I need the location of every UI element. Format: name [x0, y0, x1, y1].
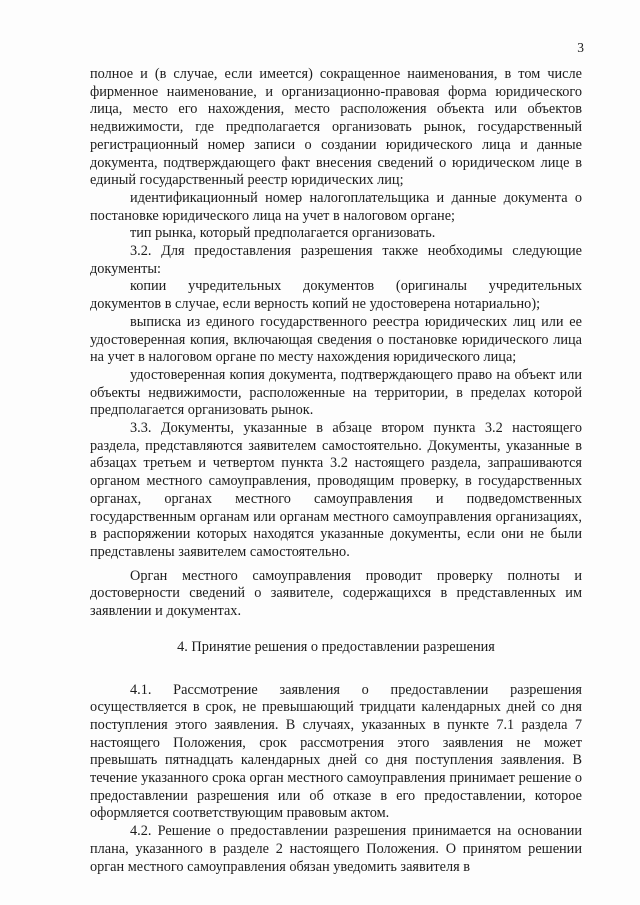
document-body: [90, 66, 582, 876]
paragraph: Орган местного самоуправления проводит проверку полноты и достоверности сведений о заявителе, содержащихся в представленных им заявлении и документах.: [90, 567, 582, 620]
paragraph: 3.3. Документы, указанные в абзаце втором пункта 3.2 настоящего раздела, представляются заявителем самостоятельно. Документы, указанные в абзацах третьем и четвертом пункта 3.2 настоящего раздела, запрашиваются органом местного самоуправления, проводящим проверку, в государственных органах, органах местного самоуправления и подведомственных государственным органам или органам местного самоуправления организациях, в распоряжении которых находятся указанные документы, если они не были представлены заявителем самостоятельно.: [90, 420, 582, 560]
paragraph: полное и (в случае, если имеется) сокращенное наименования, в том числе фирменное наименование, и организационно-правовая форма юридического лица, место его нахождения, место расположения объекта или объектов недвижимости, где предполагается организовать рынок, государственный регистрационный номер записи о создании юридического лица и данные документа, подтверждающего факт внесения сведений о юридическом лице в единый государственный реестр юридических лиц;: [90, 66, 582, 189]
paragraph: тип рынка, который предполагается организовать.: [130, 225, 436, 242]
paragraph: выписка из единого государственного реестра юридических лиц или ее удостоверенная копия, включающая сведения о постановке юридического лица на учет в налоговом органе по месту нахождения юридического лица;: [90, 313, 582, 366]
page-number: 3: [577, 40, 584, 55]
paragraph: идентификационный номер налогоплательщика и данные документа о постановке юридического лица на учет в налоговом органе;: [90, 189, 582, 224]
paragraph: 4.1. Рассмотрение заявления о предоставлении разрешения осуществляется в срок, не превышающий тридцати календарных дней со дня поступления этого заявления. В случаях, указанных в пункте 7.1 раздела 7 настоящего Положения, срок рассмотрения этого заявления не может превышать пятнадцать календарных дней со дня поступления заявления. В течение указанного срока орган местного самоуправления принимает решение о предоставлении разрешения или об отказе в его предоставлении, которое оформляется соответствующим правовым актом.: [90, 681, 582, 822]
paragraph: удостоверенная копия документа, подтверждающего право на объект или объекты недвижимости, расположенные на территории, в пределах которой предполагается организовать рынок.: [90, 366, 582, 419]
paragraph: копии учредительных документов (оригиналы учредительных документов в случае, если верность копий не удостоверена нотариально);: [90, 278, 582, 313]
paragraph: 4.2. Решение о предоставлении разрешения принимается на основании плана, указанного в разделе 2 настоящего Положения. О принятом решении орган местного самоуправления обязан уведомить заявителя в: [90, 823, 582, 875]
paragraph: 3.2. Для предоставления разрешения также необходимы следующие документы:: [90, 243, 582, 277]
section-heading: 4. Принятие решения о предоставлении разрешения: [177, 638, 495, 655]
